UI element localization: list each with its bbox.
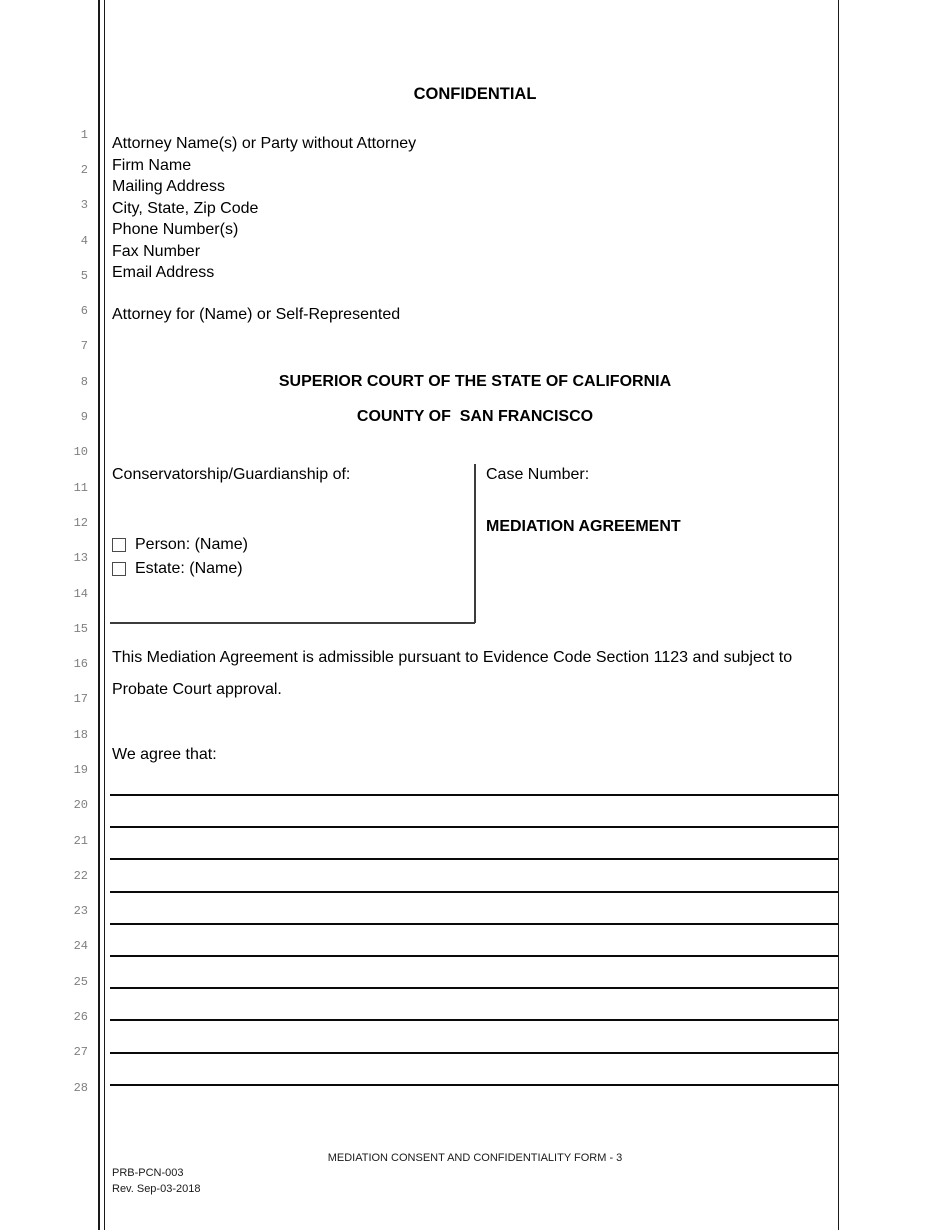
line-number: 2 (80, 162, 88, 177)
line-number: 4 (80, 233, 88, 248)
checkbox-row[interactable] (112, 557, 248, 581)
attorney-info-block (112, 133, 416, 284)
attorney-info-line: Email Address (112, 264, 215, 281)
footer-form-title: MEDIATION CONSENT AND CONFIDENTIALITY FORM - 3 (327, 1152, 623, 1164)
line-number: 5 (80, 268, 88, 283)
caption-bottom-rule (110, 622, 475, 624)
document-title: MEDIATION AGREEMENT (486, 518, 681, 535)
checkbox-icon[interactable] (112, 538, 126, 552)
attorney-info-line: Attorney Name(s) or Party without Attorney (112, 135, 417, 152)
line-number: 7 (80, 339, 88, 354)
line-number: 14 (73, 586, 88, 601)
line-number: 6 (80, 304, 88, 319)
attorney-info-line: Fax Number (112, 242, 201, 260)
agreement-blank-line[interactable] (110, 987, 838, 1019)
checkbox-label: Person: (Name) (135, 536, 248, 553)
line-number: 26 (73, 1010, 88, 1025)
line-number: 10 (73, 445, 88, 460)
line-number: 15 (73, 621, 88, 636)
line-number: 3 (80, 198, 88, 213)
confidential-heading: CONFIDENTIAL (413, 85, 537, 103)
line-number: 9 (80, 410, 88, 425)
line-number: 11 (73, 480, 88, 495)
agreement-blank-line[interactable] (110, 826, 838, 858)
footer-revision-date: Rev. Sep-03-2018 (112, 1183, 201, 1195)
caption-matter-title: Conservatorship/Guardianship of: (112, 466, 351, 483)
line-number: 23 (73, 904, 88, 919)
line-number: 16 (73, 657, 88, 672)
agreement-blank-line[interactable] (110, 891, 838, 923)
line-number: 21 (73, 833, 88, 848)
line-number-column (0, 117, 88, 1105)
attorney-info-line: Mailing Address (112, 178, 225, 195)
agreement-blank-line[interactable] (110, 955, 838, 987)
checkbox-icon[interactable] (112, 562, 126, 576)
attorney-info-line: Phone Number(s) (112, 221, 239, 238)
caption-checkbox-group (112, 533, 248, 581)
line-number: 22 (73, 868, 88, 883)
line-number: 25 (73, 974, 88, 989)
court-county: COUNTY OF SAN FRANCISCO (356, 408, 594, 425)
agreement-blank-line[interactable] (110, 1019, 838, 1051)
line-number: 12 (73, 515, 88, 530)
line-number: 27 (73, 1045, 88, 1060)
line-number: 18 (73, 727, 88, 742)
agreement-blank-line[interactable] (110, 923, 838, 955)
agreement-blank-line[interactable] (110, 1052, 838, 1084)
line-number: 13 (73, 551, 88, 566)
checkbox-label: Estate: (Name) (135, 560, 243, 577)
line-number: 28 (73, 1080, 88, 1095)
line-number: 1 (80, 127, 88, 142)
agreement-writing-lines (110, 794, 838, 1116)
footer-form-number: PRB-PCN-003 (112, 1167, 184, 1179)
line-number: 8 (80, 374, 88, 389)
line-number: 17 (73, 692, 88, 707)
admissibility-paragraph: This Mediation Agreement is admissible pursuant to Evidence Code Section 1123 and subject to Probate Court approval. (112, 649, 793, 698)
checkbox-row[interactable] (112, 533, 248, 557)
line-number: 24 (73, 939, 88, 954)
agreement-blank-line[interactable] (110, 794, 838, 826)
line-number: 20 (73, 798, 88, 813)
case-number-label: Case Number: (486, 466, 590, 483)
line-number: 19 (73, 762, 88, 777)
attorney-for-line: Attorney for (Name) or Self-Represented (112, 306, 401, 323)
left-margin-rule-inner (104, 0, 106, 1230)
agreement-lead-in: We agree that: (112, 746, 217, 763)
court-title: SUPERIOR COURT OF THE STATE OF CALIFORNIA (278, 373, 672, 390)
left-margin-rule-outer (98, 0, 100, 1230)
caption-divider-rule (474, 464, 476, 623)
agreement-blank-line[interactable] (110, 858, 838, 890)
attorney-info-line: City, State, Zip Code (112, 199, 259, 217)
agreement-blank-line[interactable] (110, 1084, 838, 1116)
attorney-info-line: Firm Name (112, 156, 192, 174)
